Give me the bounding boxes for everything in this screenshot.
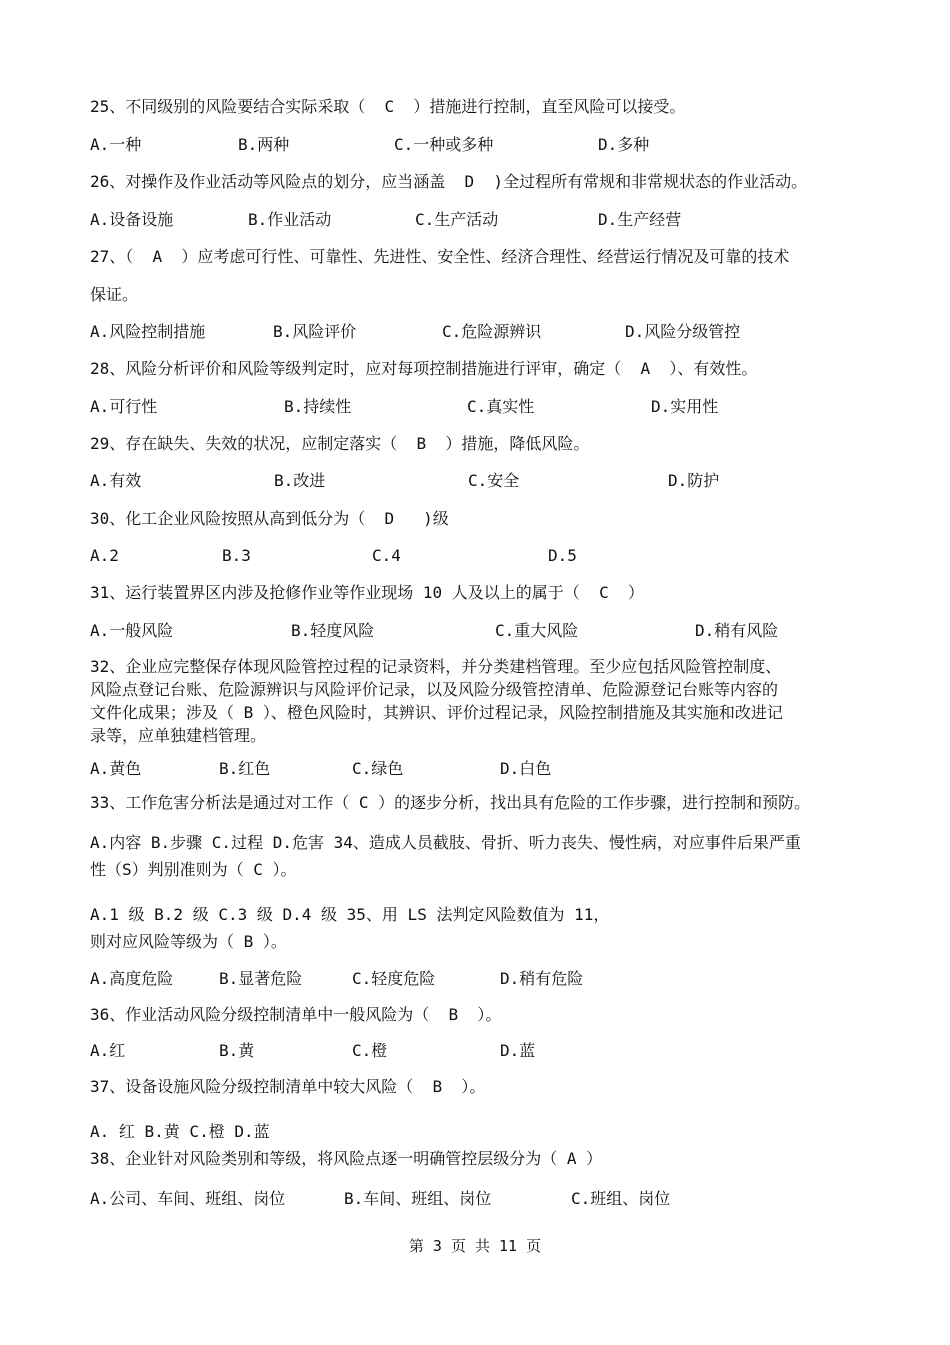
question-25-text: 25、不同级别的风险要结合实际采取（ C ）措施进行控制，直至风险可以接受。 [90,97,686,116]
question-33-text: 33、工作危害分析法是通过对工作（ C ）的逐步分析，找出具有危险的工作步骤，进行控制和预防。 [90,793,811,812]
question-34-options-and-35: A.1 级 B.2 级 C.3 级 D.4 级 35、用 LS 法判定风险数值为 11， [90,905,610,924]
q30-option-a: A.2 [90,546,119,565]
question-32-line-4: 录等，应单独建档管理。 [90,726,267,745]
q30-option-b: B.3 [222,546,251,565]
page-number-footer: 第 3 页 共 11 页 [408,1237,542,1255]
q29-option-c: C.安全 [468,471,520,490]
q32-option-d: D.白色 [500,759,552,778]
q29-option-d: D.防护 [668,471,720,490]
q26-option-d: D.生产经营 [598,210,682,229]
q37-options: A. 红 B.黄 C.橙 D.蓝 [90,1122,270,1141]
q35-option-d: D.稍有危险 [500,969,584,988]
q38-option-c: C.班组、岗位 [571,1189,671,1208]
question-29-text: 29、存在缺失、失效的状况，应制定落实（ B ）措施，降低风险。 [90,434,590,453]
q31-option-c: C.重大风险 [495,621,579,640]
q36-option-c: C.橙 [352,1041,388,1060]
question-36-text: 36、作业活动风险分级控制清单中一般风险为（ B ）。 [90,1005,502,1024]
q28-option-d: D.实用性 [651,397,719,416]
question-31-text: 31、运行装置界区内涉及抢修作业等作业现场 10 人及以上的属于（ C ） [90,583,644,602]
question-27-text-cont: 保证。 [90,285,139,304]
q35-option-c: C.轻度危险 [352,969,436,988]
question-32-line-3: 文件化成果；涉及（ B ）、橙色风险时，其辨识、评价过程记录，风险控制措施及其实施和改进记 [90,703,783,722]
q25-option-c: C.一种或多种 [394,135,494,154]
q36-option-a: A.红 [90,1041,126,1060]
q38-option-a: A.公司、车间、班组、岗位 [90,1189,286,1208]
q31-option-a: A.一般风险 [90,621,174,640]
q30-option-d: D.5 [548,546,577,565]
question-26-text: 26、对操作及作业活动等风险点的划分，应当涵盖 D )全过程所有常规和非常规状态的作业活动。 [90,172,808,191]
q28-option-c: C.真实性 [467,397,535,416]
q36-option-b: B.黄 [219,1041,255,1060]
q29-option-a: A.有效 [90,471,142,490]
q27-option-d: D.风险分级管控 [625,322,741,341]
q38-option-b: B.车间、班组、岗位 [344,1189,492,1208]
q31-option-b: B.轻度风险 [291,621,375,640]
question-38-text: 38、企业针对风险类别和等级，将风险点逐一明确管控层级分为（ A ） [90,1149,603,1168]
question-32-line-1: 32、企业应完整保存体现风险管控过程的记录资料，并分类建档管理。至少应包括风险管控制度、 [90,657,782,676]
q27-option-c: C.危险源辨识 [442,322,542,341]
q35-option-a: A.高度危险 [90,969,174,988]
q32-option-b: B.红色 [219,759,271,778]
q36-option-d: D.蓝 [500,1041,536,1060]
question-28-text: 28、风险分析评价和风险等级判定时，应对每项控制措施进行评审，确定（ A ）、有效性。 [90,359,758,378]
q28-option-b: B.持续性 [284,397,352,416]
question-37-text: 37、设备设施风险分级控制清单中较大风险（ B ）。 [90,1077,486,1096]
q29-option-b: B.改进 [274,471,326,490]
question-27-text: 27、（ A ）应考虑可行性、可靠性、先进性、安全性、经济合理性、经营运行情况及可靠的技术 [90,247,790,266]
q27-option-b: B.风险评价 [273,322,357,341]
q28-option-a: A.可行性 [90,397,158,416]
q31-option-d: D.稍有风险 [695,621,779,640]
question-30-text: 30、化工企业风险按照从高到低分为（ D )级 [90,509,449,528]
q32-option-c: C.绿色 [352,759,404,778]
q26-option-b: B.作业活动 [248,210,332,229]
q26-option-c: C.生产活动 [415,210,499,229]
q35-option-b: B.显著危险 [219,969,303,988]
question-32-line-2: 风险点登记台账、危险源辨识与风险评价记录，以及风险分级管控清单、危险源登记台账等内容的 [90,680,779,699]
q26-option-a: A.设备设施 [90,210,174,229]
question-33-options-and-34: A.内容 B.步骤 C.过程 D.危害 34、造成人员截肢、骨折、听力丧失、慢性病，对应事件后果严重 [90,833,801,852]
q27-option-a: A.风险控制措施 [90,322,206,341]
question-34-text-cont: 性（S）判别准则为（ C ）。 [90,860,297,879]
question-35-text-cont: 则对应风险等级为（ B ）。 [90,932,287,951]
q25-option-a: A.一种 [90,135,142,154]
q32-option-a: A.黄色 [90,759,142,778]
q25-option-d: D.多种 [598,135,650,154]
q25-option-b: B.两种 [238,135,290,154]
q30-option-c: C.4 [372,546,401,565]
